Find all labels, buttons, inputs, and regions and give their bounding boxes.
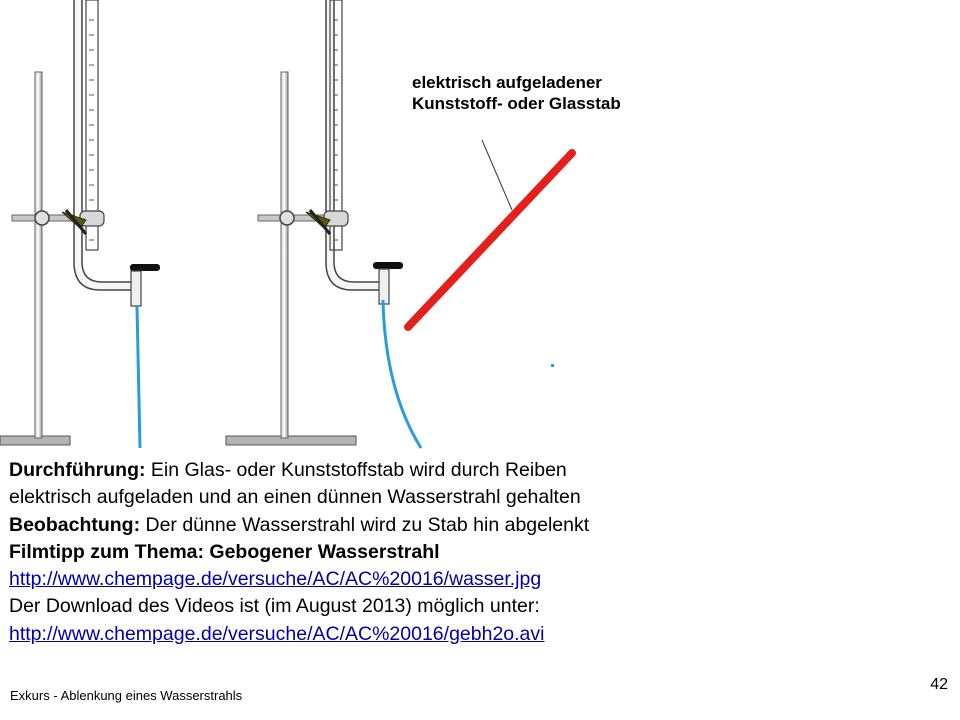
clamp-knot-left	[35, 211, 49, 225]
charged-rod	[408, 153, 572, 327]
stopcock-handle-left	[130, 264, 160, 271]
stopcock-left	[131, 271, 141, 306]
link-2-line	[9, 621, 769, 648]
stand-rod-left	[35, 72, 42, 438]
stand-base-right	[226, 436, 356, 445]
burette-scale-left	[89, 20, 94, 240]
description-text	[9, 457, 769, 648]
observation-text: Der dünne Wasserstrahl wird zu Stab hin abgelenkt	[140, 513, 590, 536]
link-1-line	[9, 566, 769, 593]
page-number: 42	[930, 676, 948, 693]
procedure-line	[9, 457, 769, 484]
footer-title: Exkurs - Ablenkung eines Wasserstrahls	[10, 688, 243, 703]
clamp-knot-right	[280, 211, 294, 225]
right-apparatus	[226, 0, 421, 448]
burette-left	[74, 0, 133, 290]
image-link[interactable]: http://www.chempage.de/versuche/AC/AC%20016/wasser.jpg	[9, 568, 542, 591]
download-line: Der Download des Videos ist (im August 2013) möglich unter:	[9, 595, 540, 618]
left-apparatus	[0, 0, 160, 448]
callout-line-2: Kunststoff- oder Glasstab	[412, 94, 621, 113]
stray-dot	[551, 364, 554, 367]
procedure-text: Ein Glas- oder Kunststoffstab wird durch Reiben	[145, 459, 567, 481]
procedure-label: Durchführung:	[9, 459, 146, 481]
observation-line	[9, 512, 769, 539]
stopcock-handle-right	[373, 262, 403, 269]
burette-right	[326, 0, 385, 290]
rod-callout	[412, 72, 621, 114]
stopcock-right	[379, 269, 389, 304]
film-tip-heading: Filmtipp zum Thema: Gebogener Wasserstrahl	[9, 540, 440, 563]
procedure-line-2: elektrisch aufgeladen und an einen dünnen Wasserstrahl gehalten	[9, 486, 581, 509]
callout-pointer	[482, 140, 512, 210]
water-stream-left	[137, 306, 140, 448]
observation-label: Beobachtung:	[9, 513, 141, 536]
callout-line-1: elektrisch aufgeladener	[412, 73, 602, 92]
video-link[interactable]: http://www.chempage.de/versuche/AC/AC%20016/gebh2o.avi	[9, 622, 545, 645]
stand-rod-right	[281, 72, 288, 438]
